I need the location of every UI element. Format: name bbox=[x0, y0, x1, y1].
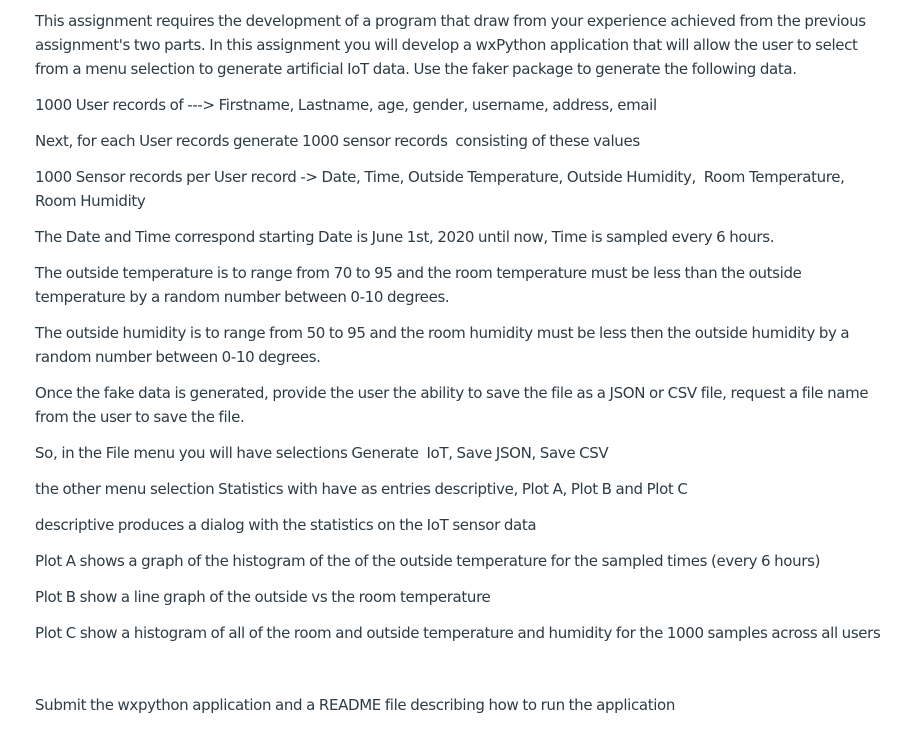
date-time-paragraph: The Date and Time correspond starting Date is June 1st, 2020 until now, Time is sampled every 6 hours. bbox=[35, 228, 775, 246]
paragraph-gap bbox=[35, 657, 885, 693]
statistics-menu-paragraph: the other menu selection Statistics with have as entries descriptive, Plot A, Plot B and Plot C bbox=[35, 480, 688, 498]
plot-b-paragraph: Plot B show a line graph of the outside vs the room temperature bbox=[35, 588, 491, 606]
plot-c-paragraph: Plot C show a histogram of all of the room and outside temperature and humidity for the 1000 samples across all users bbox=[35, 624, 881, 642]
save-file-paragraph: Once the fake data is generated, provide the user the ability to save the file as a JSON or CSV file, request a file name from the user to save the file. bbox=[35, 384, 873, 426]
file-menu-paragraph: So, in the File menu you will have selections Generate IoT, Save JSON, Save CSV bbox=[35, 444, 609, 462]
descriptive-paragraph: descriptive produces a dialog with the statistics on the IoT sensor data bbox=[35, 516, 537, 534]
intro-paragraph: This assignment requires the development of a program that draw from your experience achieved from the previous assignment's two parts. In this assignment you will develop a wxPython application that will allow the user to select from a menu selection to generate artificial IoT data. Use the faker package to generate the following data. bbox=[35, 12, 870, 78]
assignment-description bbox=[35, 9, 885, 729]
plot-a-paragraph: Plot A shows a graph of the histogram of the of the outside temperature for the sampled times (every 6 hours) bbox=[35, 552, 821, 570]
user-records-paragraph: 1000 User records of ---> Firstname, Lastname, age, gender, username, address, email bbox=[35, 96, 657, 114]
humidity-range-paragraph: The outside humidity is to range from 50 to 95 and the room humidity must be less then the outside humidity by a random number between 0-10 degrees. bbox=[35, 324, 854, 366]
submission-paragraph: Submit the wxpython application and a README file describing how to run the application bbox=[35, 696, 676, 714]
sensor-records-intro-paragraph: Next, for each User records generate 1000 sensor records consisting of these values bbox=[35, 132, 640, 150]
sensor-records-fields-paragraph: 1000 Sensor records per User record -> Date, Time, Outside Temperature, Outside Humidity, Room Temperature, Room Humidity bbox=[35, 168, 849, 210]
temperature-range-paragraph: The outside temperature is to range from 70 to 95 and the room temperature must be less than the outside temperature by a random number between 0-10 degrees. bbox=[35, 264, 806, 306]
